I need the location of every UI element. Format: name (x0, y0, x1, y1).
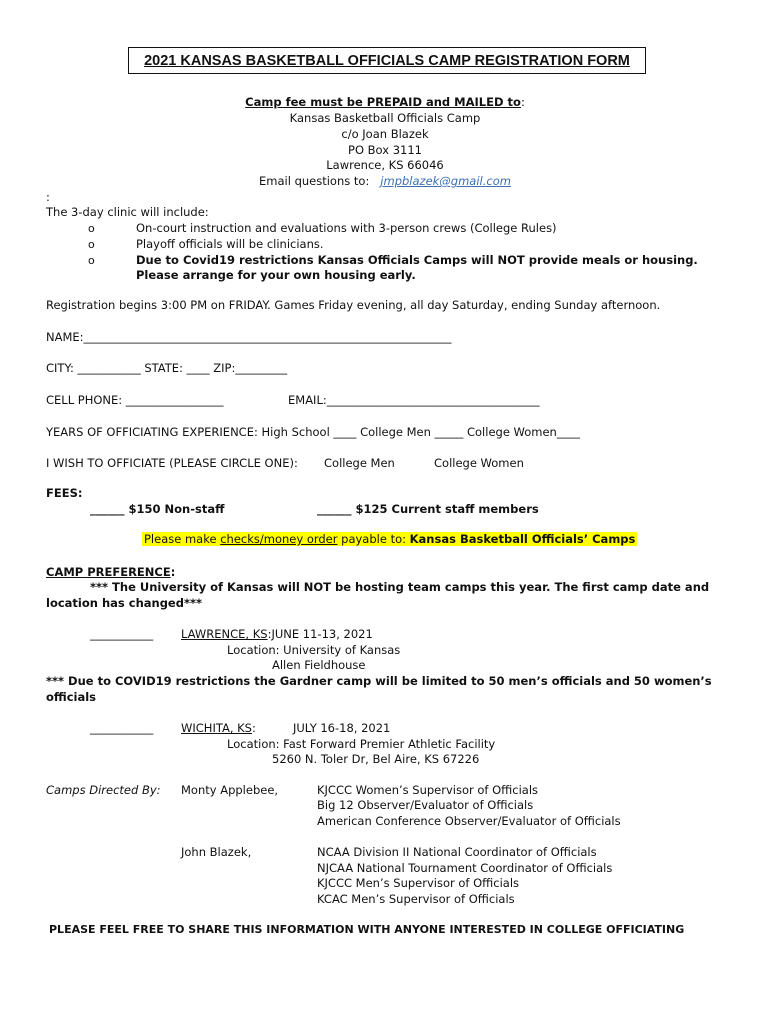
mail-heading-colon: : (520, 95, 525, 109)
director-2-role-3: KJCCC Men’s Supervisor of Officials (317, 876, 520, 890)
bullet-2-icon: o (88, 238, 95, 251)
director-2-role-2: NJCAA National Tournament Coordinator of Officials (317, 861, 613, 875)
lawrence-label: LAWRENCE, KS (181, 627, 268, 641)
officiate-option-men[interactable]: College Men (324, 456, 395, 470)
director-1-name: Monty Applebee, (181, 783, 279, 797)
mail-heading: Camp fee must be PREPAID and MAILED to (245, 95, 521, 109)
wichita-location: Location: Fast Forward Premier Athletic Facility (227, 737, 496, 751)
camp-pref-heading-colon: : (170, 565, 176, 579)
lawrence-location: Location: University of Kansas (227, 643, 401, 657)
form-title: 2021 KANSAS BASKETBALL OFFICIALS CAMP REGISTRATION FORM (144, 52, 630, 69)
mail-heading-line (0, 95, 770, 109)
payable-line (142, 532, 637, 546)
name-field[interactable]: NAME:________________________________________________________________ (46, 330, 452, 344)
clinic-intro: The 3-day clinic will include: (46, 205, 209, 219)
lawrence-date: :JUNE 11-13, 2021 (267, 627, 373, 641)
city-state-zip-field[interactable]: CITY: ___________ STATE: ____ ZIP:_________ (46, 361, 288, 375)
wichita-date: JULY 16-18, 2021 (293, 721, 391, 735)
director-2-role-4: KCAC Men’s Supervisor of Officials (317, 892, 515, 906)
clinic-item-1: On-court instruction and evaluations with 3-person crews (College Rules) (136, 221, 557, 235)
director-1-role-1: KJCCC Women’s Supervisor of Officials (317, 783, 539, 797)
form-title-box (128, 47, 646, 74)
cell-phone-field[interactable]: CELL PHONE: _________________ (46, 393, 224, 407)
bullet-1-icon: o (88, 222, 95, 235)
clinic-item-2: Playoff officials will be clinicians. (136, 237, 324, 251)
mail-line-1: Kansas Basketball Officials Camp (289, 111, 481, 125)
lawrence-blank[interactable]: ___________ (90, 627, 154, 641)
gardner-notice-line-2: officials (46, 690, 97, 704)
clinic-item-3-line-1: Due to Covid19 restrictions Kansas Officials Camps will NOT provide meals or housing. (136, 253, 698, 267)
wichita-blank[interactable]: ___________ (90, 721, 154, 735)
email-line (0, 174, 770, 188)
payable-method: checks/money order (220, 532, 338, 546)
lawrence-venue: Allen Fieldhouse (272, 658, 366, 672)
mail-line-2: c/o Joan Blazek (341, 127, 429, 141)
email-label: Email questions to: (259, 174, 370, 188)
registration-info: Registration begins 3:00 PM on FRIDAY. Games Friday evening, all day Saturday, ending Sunday afternoon. (46, 298, 661, 312)
directors-label: Camps Directed By: (46, 783, 161, 797)
lawrence-line (181, 627, 373, 641)
mail-line-3: PO Box 3111 (348, 143, 422, 157)
bullet-3-icon: o (88, 254, 95, 267)
director-2-role-1: NCAA Division II National Coordinator of Officials (317, 845, 597, 859)
fee-non-staff[interactable]: ______ $150 Non-staff (90, 502, 225, 516)
director-1-role-2: Big 12 Observer/Evaluator of Officials (317, 798, 534, 812)
officiate-choice-label: I WISH TO OFFICIATE (PLEASE CIRCLE ONE): (46, 456, 298, 470)
camp-notice-line-1: *** The University of Kansas will NOT be hosting team camps this year. The first camp date and (90, 580, 710, 594)
payable-post: payable to: (337, 532, 410, 546)
payable-pre: Please make (144, 532, 221, 546)
director-2-name: John Blazek, (181, 845, 252, 859)
share-footer: PLEASE FEEL FREE TO SHARE THIS INFORMATION WITH ANYONE INTERESTED IN COLLEGE OFFICIATING (49, 923, 685, 936)
wichita-address: 5260 N. Toler Dr, Bel Aire, KS 67226 (272, 752, 480, 766)
payable-to: Kansas Basketball Officials’ Camps (409, 532, 636, 546)
gardner-notice-line-1: *** Due to COVID19 restrictions the Gardner camp will be limited to 50 men’s officials and 50 women’s (46, 674, 712, 688)
email-field[interactable]: EMAIL:_____________________________________ (288, 393, 540, 407)
camp-notice-line-2: location has changed*** (46, 596, 203, 610)
email-link[interactable]: jmpblazek@gmail.com (380, 174, 511, 188)
fees-heading: FEES: (46, 486, 83, 500)
clinic-item-3-line-2: Please arrange for your own housing early. (136, 268, 416, 282)
camp-pref-heading-line (46, 565, 175, 579)
camp-pref-heading: CAMP PREFERENCE (46, 565, 171, 579)
mail-line-4: Lawrence, KS 66046 (326, 158, 444, 172)
fee-staff[interactable]: ______ $125 Current staff members (317, 502, 539, 516)
wichita-line (181, 721, 256, 735)
wichita-colon: : (251, 721, 256, 735)
stray-colon: : (46, 190, 50, 204)
years-experience-field[interactable]: YEARS OF OFFICIATING EXPERIENCE: High School ____ College Men _____ College Women____ (46, 425, 580, 439)
wichita-label: WICHITA, KS (181, 721, 252, 735)
director-1-role-3: American Conference Observer/Evaluator of Officials (317, 814, 621, 828)
officiate-option-women[interactable]: College Women (434, 456, 524, 470)
